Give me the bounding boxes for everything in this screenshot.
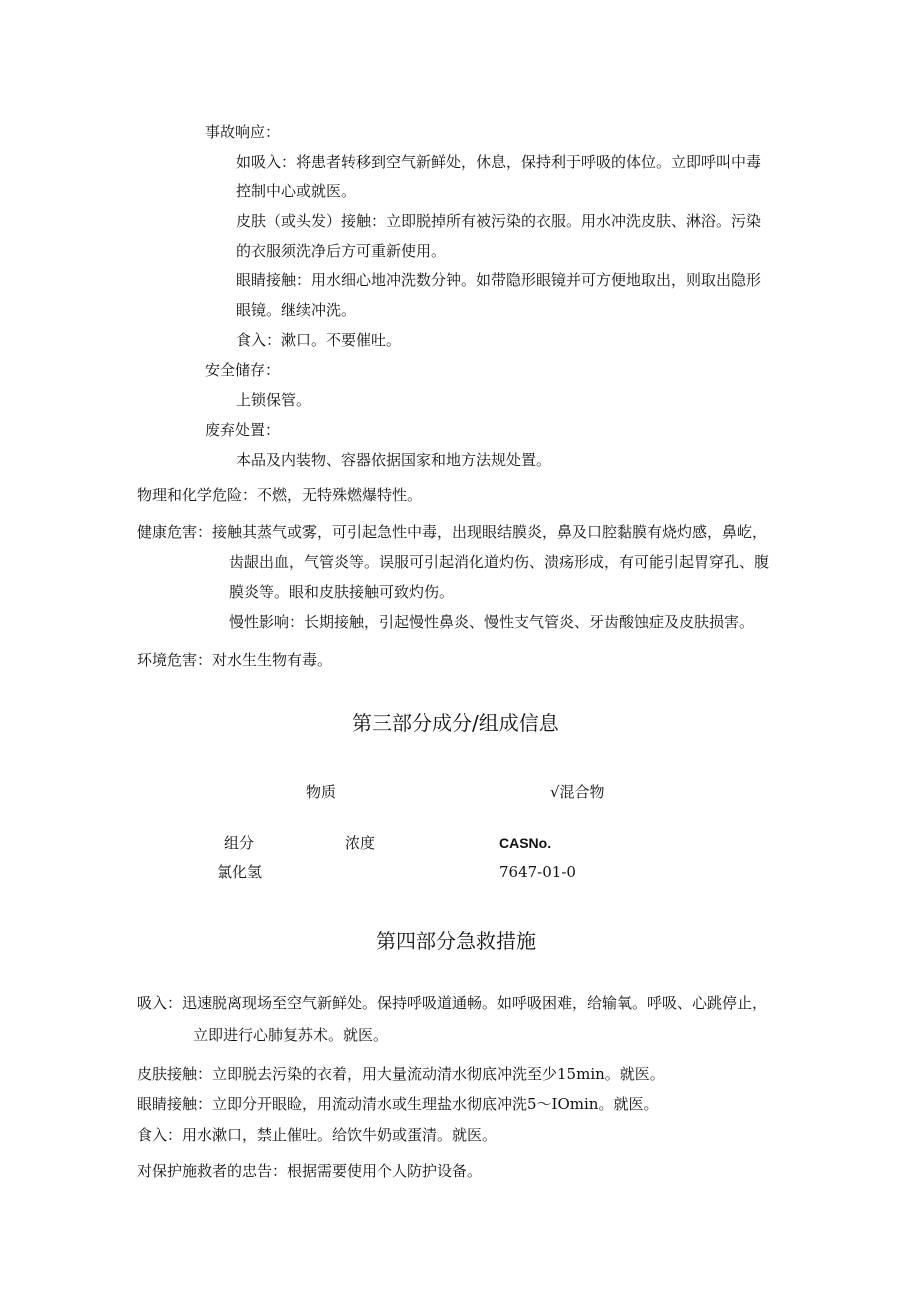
skin-response-line-1: 皮肤（或头发）接触：立即脱掉所有被污染的衣服。用水冲洗皮肤、淋浴。污染 xyxy=(236,212,762,230)
table-cell-component: 氯化氢 xyxy=(217,863,263,881)
substance-label: 物质 xyxy=(306,783,337,801)
first-aid-eye: 眼睛接触：立即分开眼睑，用流动清水或生理盐水彻底冲洗5～IOmin。就医。 xyxy=(137,1095,659,1113)
inhalation-response-line-2: 控制中心或就医。 xyxy=(236,182,357,200)
inhalation-response-line-1: 如吸入：将患者转移到空气新鲜处，休息，保持利于呼吸的体位。立即呼叫中毒 xyxy=(236,153,762,171)
first-aid-inhalation-line-2: 立即进行心肺复苏术。就医。 xyxy=(193,1026,389,1044)
skin-response-line-2: 的衣服须洗净后方可重新使用。 xyxy=(236,242,447,260)
environment-hazard: 环境危害：对水生生物有毒。 xyxy=(137,651,333,669)
accident-response-label: 事故响应： xyxy=(205,123,281,141)
first-aid-skin: 皮肤接触：立即脱去污染的衣着，用大量流动清水彻底冲洗至少15min。就医。 xyxy=(137,1065,665,1083)
storage-text: 上锁保管。 xyxy=(236,391,312,409)
first-aid-inhalation-line-1: 吸入：迅速脱离现场至空气新鲜处。保持呼吸道通畅。如呼吸困难，给输氧。呼吸、心跳停止， xyxy=(137,994,768,1012)
health-hazard-line-1: 健康危害：接触其蒸气或雾，可引起急性中毒，出现眼结膜炎，鼻及口腔黏膜有烧灼感，鼻屹， xyxy=(137,523,768,541)
table-cell-cas-no: 7647-01-0 xyxy=(499,863,576,881)
eye-response-line-1: 眼睛接触：用水细心地冲洗数分钟。如带隐形眼镜并可方便地取出，则取出隐形 xyxy=(236,271,762,289)
storage-label: 安全储存： xyxy=(205,361,281,379)
disposal-text: 本品及内装物、容器依据国家和地方法规处置。 xyxy=(236,451,552,469)
mixture-label: √混合物 xyxy=(550,783,605,801)
table-header-cas-no: CASNo. xyxy=(499,835,552,851)
table-header-component: 组分 xyxy=(224,834,255,852)
ingestion-response: 食入：漱口。不要催吐。 xyxy=(236,331,402,349)
physical-hazard: 物理和化学危险：不燃，无特殊燃爆特性。 xyxy=(137,486,423,504)
disposal-label: 废弃处置： xyxy=(205,421,281,439)
eye-response-line-2: 眼镜。继续冲洗。 xyxy=(236,301,357,319)
health-hazard-line-2: 齿龈出血，气管炎等。误服可引起消化道灼伤、溃疡形成，有可能引起胃穿孔、腹 xyxy=(229,553,770,571)
section4-title: 第四部分急救措施 xyxy=(376,929,536,953)
first-aid-ingestion: 食入：用水漱口，禁止催吐。给饮牛奶或蛋清。就医。 xyxy=(137,1126,498,1144)
section3-title: 第三部分成分/组成信息 xyxy=(352,711,559,735)
rescuer-advice: 对保护施救者的忠告：根据需要使用个人防护设备。 xyxy=(137,1162,483,1180)
health-hazard-line-3: 膜炎等。眼和皮肤接触可致灼伤。 xyxy=(229,583,455,601)
chronic-effects: 慢性影响：长期接触，引起慢性鼻炎、慢性支气管炎、牙齿酸蚀症及皮肤损害。 xyxy=(229,613,755,631)
table-header-concentration: 浓度 xyxy=(345,834,376,852)
